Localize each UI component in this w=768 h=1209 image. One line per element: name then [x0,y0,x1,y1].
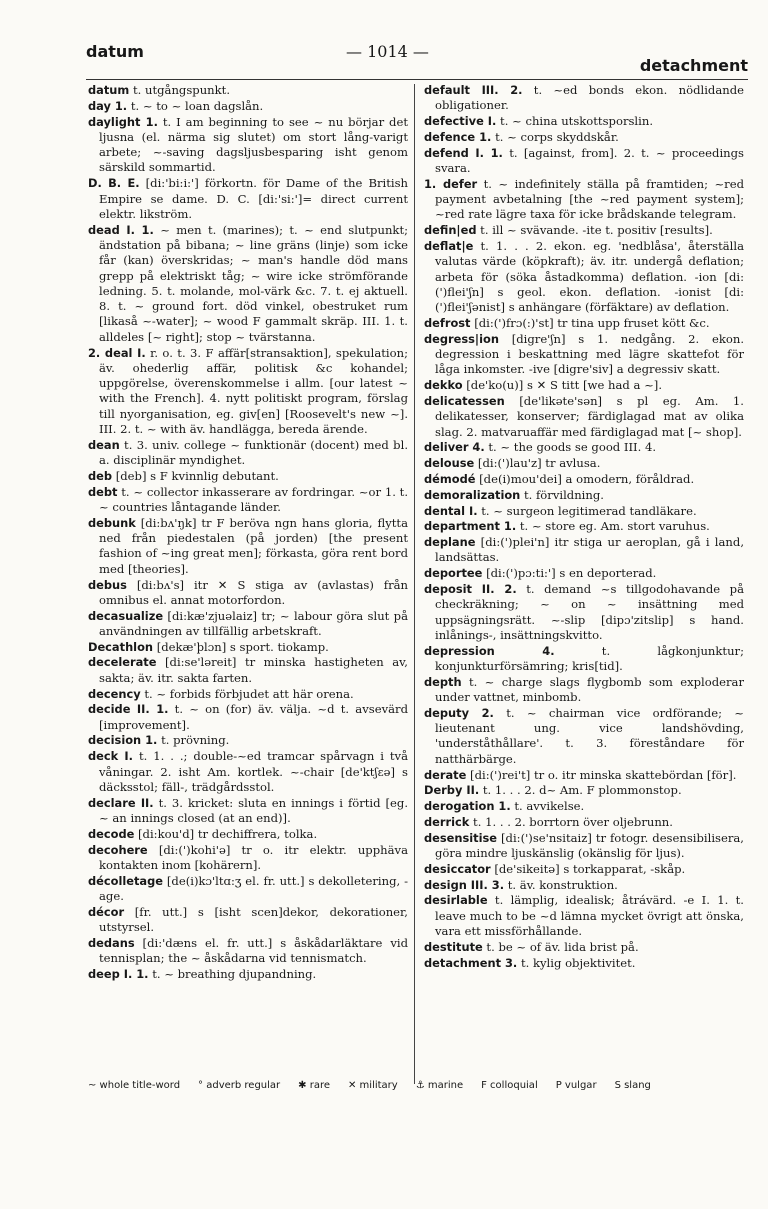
entry-headword: derrick [424,814,470,829]
entry-headword: defin|ed [424,223,477,238]
entry-headword: deliver 4. [424,440,485,455]
entry-headword: desensitise [424,830,498,845]
entry-definition: t. ~ the goods se good III. 4. [488,440,657,455]
dictionary-entry [88,702,408,733]
dictionary-entry [424,768,744,783]
dictionary-entry [88,516,408,577]
legend-item: P vulgar [555,1080,597,1091]
entry-definition: t. ~ store eg. Am. stort varuhus. [519,519,710,534]
entry-definition: t. ~ china utskottsporslin. [500,114,654,129]
entry-definition: t. ~ collector inkasserare av fordringar. ~or 1. t. ~ countries låntagande länder. [99,484,408,515]
abbreviation-legend [88,1080,748,1091]
guide-word-right: detachment [639,56,748,75]
dictionary-entry [88,733,408,748]
legend-item: ⚓ marine [415,1080,464,1091]
entry-headword: debunk [88,515,136,530]
entry-headword: démodé [424,471,476,486]
dictionary-entry [424,223,744,238]
entry-headword: derate [424,767,467,782]
entry-definition: [di:(')se'nsitaiz] tr fotogr. desensibilisera, göra mindre ljuskänslig (okänslig för ljus). [435,830,744,861]
entry-headword: demoralization [424,487,521,502]
dictionary-entry [424,783,744,798]
dictionary-entry [424,456,744,471]
dictionary-entry [424,146,744,177]
entry-definition: [de'ko(u)] s ✕ S titt [we had a ~]. [466,378,663,393]
entry-headword: derogation 1. [424,799,511,814]
entry-headword: dedans [88,935,135,950]
entry-headword: depression 4. [424,643,555,658]
entry-definition: t. ~ indefinitely ställa på framtiden; ~red payment avbetalning [the ~red payment system]; ~red rate lägre taxa för icke brådskande telegram. [435,176,744,222]
dictionary-entry [88,346,408,438]
entry-headword: destitute [424,939,483,954]
entry-definition: t. 1. . . 2. borrtorn över oljebrunn. [473,814,673,829]
dictionary-entry [424,940,744,955]
entry-headword: day 1. [88,98,128,113]
entry-definition: [di:bʌ'ŋk] tr F beröva ngn hans gloria, flytta ned från piedestalen (på jorden) [the present fashion of ~ing great men]; förkasta, göra rent bord med [theories]. [99,515,408,576]
entry-definition: [di:(')rei't] tr o. itr minska skattebördan [för]. [470,767,737,782]
entry-definition: t. [against, from]. 2. t. ~ proceedings svara. [435,145,744,175]
entry-headword: department 1. [424,519,517,534]
dictionary-entry [88,905,408,936]
entry-headword: dean [88,437,120,452]
entry-headword: Decathlon [88,639,154,654]
entry-headword: 1. defer [424,176,478,191]
dictionary-entry [424,114,744,129]
dictionary-entry [88,485,408,516]
right-column [424,83,744,1083]
entry-headword: dead I. 1. [88,222,154,237]
dictionary-entry [88,749,408,795]
header-rule [86,79,748,80]
dictionary-entry [88,99,408,114]
entry-definition: t. lågkonjunktur; konjunkturförsämring; kris[tid]. [435,643,744,673]
entry-definition: [di:(')frɔ(:)'st] tr tina upp fruset kött &c. [474,315,710,330]
entry-headword: decide II. 1. [88,702,169,717]
dictionary-entry [424,566,744,581]
entry-definition: [di:kou'd] tr dechiffrera, tolka. [138,826,318,841]
entry-headword: declare II. [88,795,154,810]
entry-headword: decelerate [88,655,157,670]
dictionary-entry [88,827,408,842]
dictionary-entry [424,956,744,971]
entry-headword: detachment 3. [424,955,518,970]
entry-definition: [di:(')pɔ:ti:'] s en deporterad. [486,566,657,581]
dictionary-entry [424,706,744,767]
dictionary-entry [424,535,744,566]
entry-headword: debt [88,484,118,499]
legend-item: S slang [614,1080,651,1091]
column-divider [414,84,415,1084]
entry-definition: [fr. utt.] s [isht scen]dekor, dekorationer, utstyrsel. [99,904,408,935]
dictionary-entry [424,316,744,331]
entry-headword: deportee [424,566,483,581]
entry-definition: [de'sikeitə] s torkapparat, -skåp. [494,861,686,876]
dictionary-entry [424,177,744,223]
dictionary-entry [424,440,744,455]
entry-definition: t. 3. kricket: sluta en innings i förtid [eg. ~ an innings closed (at an end)]. [99,795,408,825]
dictionary-entry [88,115,408,176]
entry-definition: t. ~ corps skyddskår. [495,129,619,144]
entry-definition: [deb] s F kvinnlig debutant. [115,468,279,483]
entry-definition: t. ~ to ~ loan dagslån. [130,98,264,113]
dictionary-entry [424,675,744,706]
entry-definition: t. 1. . . 2. ekon. eg. 'nedblåsa', återställa valutas värde (köpkraft); äv. itr. undergå deflation; arbeta för (söka åstadkomma) deflation. -ion [di:(')flei'ʃn] s geol. ekon. deflation. -ionist [di:(')flei'ʃənist] s anhängare (förfäktare) av deflation. [435,238,744,315]
entry-headword: decency [88,686,141,701]
entry-headword: decode [88,826,135,841]
entry-headword: debus [88,577,127,592]
entry-headword: deep I. 1. [88,966,149,981]
dictionary-entry [424,83,744,114]
dictionary-entry [424,394,744,440]
dictionary-entry [424,130,744,145]
dictionary-entry [424,519,744,534]
dictionary-entry [88,223,408,345]
dictionary-entry [424,644,744,675]
entry-headword: décolletage [88,873,164,888]
entry-headword: daylight 1. [88,114,158,129]
entry-definition: t. ~ breathing djupandning. [152,966,317,981]
entry-headword: dental I. [424,503,478,518]
dictionary-entry [88,640,408,655]
dictionary-entry [424,488,744,503]
entry-definition: t. ~ chairman vice ordförande; ~ lieutenant ung. vice landshövding, 'underståthållare'. t. 3. föreståndare för natthärbärge. [435,705,744,766]
entry-definition: [de(i)mou'dei] a omodern, föråldrad. [479,471,695,486]
entry-definition: [di:(')lau'z] tr avlusa. [477,456,601,471]
legend-item: ° adverb regular [198,1080,281,1091]
entry-headword: desirlable [424,893,488,908]
entry-headword: decasualize [88,608,164,623]
entry-headword: datum [88,83,130,97]
entry-headword: deposit II. 2. [424,582,517,596]
dictionary-entry [424,893,744,939]
entry-definition: ~ men t. (marines); t. ~ end slutpunkt; ändstation på bibana; ~ line gräns (linje) som icke får (kan) överskridas; ~ man's handle död mans grepp på elektriskt tåg; ~ wire icke strömförande ledning. 5. t. molande, mol-värk &c. 7. t. ej aktuell. 8. t. ~ ground fort. död vinkel, obestruket rum [likaså ~-water]; ~ wood F gammalt skräp. III. 1. t. alldeles [~ right]; stop ~ tvärstanna. [99,222,408,344]
entry-definition: t. 1. . . 2. d~ Am. F plommonstop. [482,783,682,798]
entry-headword: decohere [88,842,148,857]
entry-definition: t. förvildning. [523,487,604,502]
entry-definition: t. 3. univ. college ~ funktionär (docent) med bl. a. disciplinär myndighet. [99,437,408,468]
guide-word-left: datum [86,42,144,61]
entry-definition: [de(i)kɔ'ltɑ:ʒ el. fr. utt.] s dekolletering, -age. [99,873,408,903]
dictionary-entry [88,469,408,484]
entry-headword: delouse [424,456,475,471]
entry-headword: depth [424,674,462,689]
entry-headword: design III. 3. [424,877,505,892]
legend-item: ✱ rare [298,1080,330,1091]
dictionary-entry [424,862,744,877]
entry-headword: D. B. E. [88,176,140,191]
entry-headword: delicatessen [424,393,505,408]
entry-definition: t. ~ charge slags flygbomb som exploderar under vattnet, minbomb. [435,674,744,705]
dictionary-entry [88,687,408,702]
dictionary-entry [424,239,744,315]
dictionary-entry [424,332,744,378]
entry-definition: t. ~ on (for) äv. välja. ~d t. avsevärd [improvement]. [99,702,408,732]
dictionary-entry [424,504,744,519]
entry-headword: deb [88,468,113,483]
entry-headword: décor [88,904,125,919]
dictionary-entry [88,438,408,469]
dictionary-entry [88,655,408,686]
dictionary-entry [424,582,744,643]
entry-definition: [di:(')plei'n] itr stiga ur aeroplan, gå i land, landsättas. [435,535,744,565]
entry-headword: dekko [424,378,463,393]
entry-definition: t. demand ~s tillgodohavande på checkräkning; ~ on ~ insättning med uppsägningsrätt. ~-slip [dipɔ'zitslip] s hand. inlånings-, insättningskvitto. [435,582,744,642]
legend-item: F colloquial [481,1080,538,1091]
entry-headword: default III. 2. [424,83,523,97]
entry-definition: r. o. t. 3. F affär[stransaktion], spekulation; äv. ohederlig affär, politisk &c kohandel; uppgörelse, överenskommelse i allm. [our latest ~ with the French]. 4. nytt politiskt program, förslag till nyorganisation, eg. giv[en] [Roosevelt's new ~]. III. 2. t. ~ with äv. handlägga, bereda ärende. [99,345,408,437]
entry-headword: 2. deal I. [88,345,146,360]
entry-headword: defence 1. [424,129,492,144]
legend-item: ~ whole title-word [88,1080,181,1091]
dictionary-entry [424,799,744,814]
legend-item: ✕ military [348,1080,398,1091]
entry-headword: deflat|e [424,238,474,253]
entry-headword: deputy 2. [424,705,494,720]
dictionary-entry [88,83,408,98]
entry-headword: deck I. [88,749,133,764]
entry-definition: t. kylig objektivitet. [520,955,636,970]
entry-headword: desiccator [424,861,491,876]
entry-definition: t. ill ~ svävande. -ite t. positiv [results]. [480,223,713,238]
dictionary-entry [424,815,744,830]
entry-definition: [di:kæ'zjuəlaiz] tr; ~ labour göra slut på användningen av tillfällig arbetskraft. [99,608,408,638]
entry-definition: [di:'dæns el. fr. utt.] s åskådarläktare vid tennisplan; the ~ åskådarna vid tennismatch. [99,935,408,966]
dictionary-entry [88,176,408,222]
entry-definition: [di:(')kohi'ə] tr o. itr elektr. upphäva kontakten inom [kohärern]. [99,842,408,872]
dictionary-entry [424,378,744,393]
entry-headword: defective I. [424,114,497,129]
entry-headword: degress|ion [424,331,499,346]
dictionary-entry [88,578,408,609]
entry-definition: t. prövning. [161,733,230,748]
dictionary-entry [88,874,408,905]
entry-definition: [de'likəte'sən] s pl eg. Am. 1. delikatesser, konserver; färdiglagad mat av olika slag. 2. matvaruaffär med färdiglagad mat [~ shop]. [435,393,744,439]
entry-headword: defrost [424,315,471,330]
entry-definition: t. I am beginning to see ~ nu börjar det ljusna (el. närma sig slutet) om stort lång-varigt arbete; ~-saving dagsljusbesparing isht genom särskild sommartid. [99,114,408,175]
entry-definition: t. ~ forbids förbjudet att här orena. [144,686,354,701]
entry-definition: t. 1. . .; double-~ed tramcar spårvagn i två våningar. 2. isht Am. kortlek. ~-chair [de'ktʃɛə] s däcksstol; fäll-, trädgårdsstol. [99,749,408,794]
entry-definition: [digre'ʃn] s 1. nedgång. 2. ekon. degression i beskattning med lägre skattefot för låga inkomster. -ive [digre'siv] a degressiv skatt. [435,331,744,377]
entry-headword: deplane [424,535,476,550]
dictionary-entry [424,831,744,862]
entry-definition: [di:se'ləreit] tr minska hastigheten av, sakta; äv. itr. sakta farten. [99,655,408,685]
dictionary-entry [88,609,408,640]
entry-definition: t. be ~ of äv. lida brist på. [486,939,639,954]
entry-definition: t. utgångspunkt. [132,83,231,97]
page-number: — 1014 — [346,42,429,61]
entry-definition: t. äv. konstruktion. [507,877,618,892]
entry-definition: t. lämplig, idealisk; åtrávärd. -e I. 1. t. leave much to be ~d lämna mycket övrigt att önska, vara ett missförhållande. [435,893,744,939]
dictionary-entry [424,472,744,487]
entry-headword: Derby II. [424,783,480,798]
dictionary-entry [88,936,408,967]
entry-definition: t. ~ed bonds ekon. nödlidande obligationer. [435,83,744,113]
dictionary-entry [88,967,408,982]
entry-headword: defend I. 1. [424,145,503,160]
entry-definition: t. avvikelse. [514,799,585,814]
entry-headword: decision 1. [88,733,158,748]
left-column [88,83,408,1083]
entry-definition: [di:bʌ's] itr ✕ S stiga av (avlastas) från omnibus el. annat motorfordon. [99,577,408,607]
entry-definition: [dekæ'þlɔn] s sport. tiokamp. [156,639,329,654]
page-header [76,36,748,80]
entry-definition: [di:'bi:i:'] förkortn. för Dame of the British Empire se dame. D. C. [di:'si:']= direct current elektr. likström. [99,176,408,221]
entry-definition: t. ~ surgeon legitimerad tandläkare. [481,503,697,518]
dictionary-entry [88,796,408,827]
dictionary-entry [88,843,408,874]
dictionary-entry [424,878,744,893]
